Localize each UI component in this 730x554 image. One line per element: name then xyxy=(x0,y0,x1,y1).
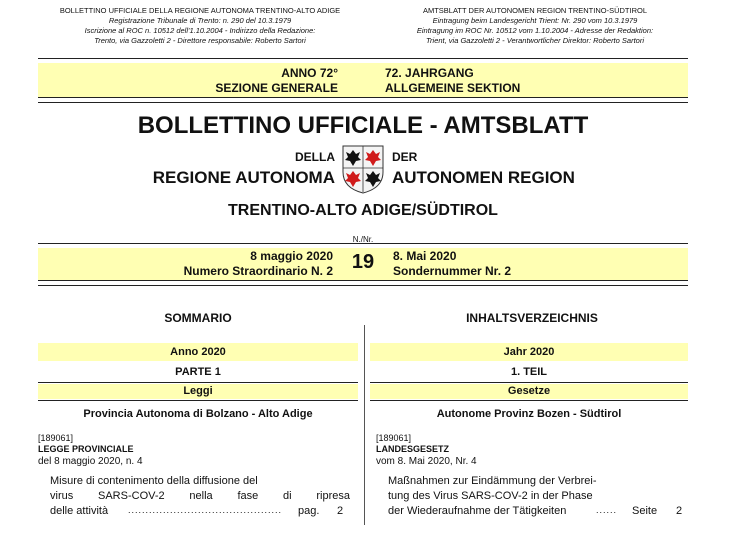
header-de-line2: Eintragung beim Landesgericht Trient: Nr. 290 vom 10.3.1979 xyxy=(432,16,638,25)
left-page-label: pag. xyxy=(298,505,320,517)
left-provincia: Provincia Autonoma di Bolzano - Alto Adige xyxy=(83,408,313,420)
trentino-label: TRENTINO-ALTO ADIGE/SÜDTIROL xyxy=(228,202,498,219)
left-kind: LEGGE PROVINCIALE xyxy=(38,444,134,454)
sommario-heading: SOMMARIO xyxy=(164,311,232,325)
left-desc-line1: Misure di contenimento della diffusione del xyxy=(50,475,258,487)
rule-issue-bottom xyxy=(38,280,688,286)
header-it-line2: Registrazione Tribunale di Trento: n. 290 del 10.3.1979 xyxy=(108,16,292,25)
header-it-line3: Iscrizione al ROC n. 10512 dell'1.10.2004 - Indirizzo della Redazione: xyxy=(84,26,316,35)
left-page-number: 2 xyxy=(337,505,344,517)
right-year-band: Jahr 2020 xyxy=(370,343,688,361)
inhaltsverzeichnis-heading: INHALTSVERZEICHNIS xyxy=(466,311,598,325)
year-band xyxy=(38,63,688,97)
right-provincia: Autonome Provinz Bozen - Südtirol xyxy=(436,408,622,420)
left-desc-line3: delle attività xyxy=(50,505,109,517)
der-label: DER xyxy=(392,150,418,164)
right-rule-1 xyxy=(370,382,688,383)
header-de-line3: Eintragung im ROC Nr. 10512 vom 1.10.2004 - Adresse der Redaktion: xyxy=(416,26,654,35)
left-dots: ............................................ xyxy=(128,505,283,515)
header-german xyxy=(375,6,695,46)
right-dots: ...... xyxy=(596,505,618,515)
header-it-line1: BOLLETTINO UFFICIALE DELLA REGIONE AUTONOMA TRENTINO-ALTO ADIGE xyxy=(59,6,341,15)
issue-numero-de: Sondernummer Nr. 2 xyxy=(393,264,512,278)
rule-bottom-band xyxy=(38,97,688,103)
issue-date-it: 8 maggio 2020 xyxy=(250,249,333,263)
header-de-line4: Trient, via Gazzoletti 2 - Verantwortlicher Direktor: Roberto Sartori xyxy=(426,36,644,45)
left-desc-line2: virus SARS-COV-2 nella fase di ripresa xyxy=(50,490,350,502)
right-kind: LANDESGESETZ xyxy=(376,444,450,454)
della-label: DELLA xyxy=(295,150,335,164)
issue-number: 19 xyxy=(351,251,375,273)
right-desc-line2: tung des Virus SARS-COV-2 in der Phase xyxy=(388,490,593,502)
left-rule-1 xyxy=(38,382,358,383)
left-year-band: Anno 2020 xyxy=(38,343,358,361)
issue-band xyxy=(38,248,688,280)
nnr-label: N./Nr. xyxy=(352,235,374,244)
header-de-line1: AMTSBLATT DER AUTONOMEN REGION TRENTINO-SÜDTIROL xyxy=(422,6,648,15)
coat-of-arms-emblem xyxy=(340,144,386,194)
issue-numero-it: Numero Straordinario N. 2 xyxy=(183,264,333,278)
right-parte: 1. TEIL xyxy=(510,366,548,378)
left-code: [189061] xyxy=(38,433,74,443)
anno-label: ANNO 72° xyxy=(281,66,338,80)
sezione-label: SEZIONE GENERALE xyxy=(215,81,338,95)
region-de-label: AUTONOMEN REGION xyxy=(392,168,575,187)
right-desc-line1: Maßnahmen zur Eindämmung der Verbrei- xyxy=(388,475,597,487)
right-desc-line3: der Wiederaufnahme der Tätigkeiten xyxy=(388,505,567,517)
header-italian xyxy=(40,6,360,46)
regione-label: REGIONE AUTONOMA xyxy=(152,168,335,187)
masthead-title: BOLLETTINO UFFICIALE - AMTSBLATT xyxy=(137,112,589,139)
left-parte: PARTE 1 xyxy=(175,366,221,378)
header-it-line4: Trento, via Gazzoletti 2 - Direttore responsabile: Roberto Sartori xyxy=(94,36,306,45)
left-date: del 8 maggio 2020, n. 4 xyxy=(38,456,143,467)
column-divider xyxy=(364,325,365,525)
left-rule-2 xyxy=(38,400,358,401)
right-gesetze-band: Gesetze xyxy=(370,384,688,399)
sektion-label: ALLGEMEINE SEKTION xyxy=(385,81,521,95)
right-code: [189061] xyxy=(376,433,412,443)
right-page-number: 2 xyxy=(676,505,683,517)
issue-date-de: 8. Mai 2020 xyxy=(393,249,457,263)
right-date: vom 8. Mai 2020, Nr. 4 xyxy=(376,456,477,467)
left-leggi-band: Leggi xyxy=(38,384,358,399)
right-rule-2 xyxy=(370,400,688,401)
right-page-label: Seite xyxy=(632,505,658,517)
jahrgang-label: 72. JAHRGANG xyxy=(385,66,474,80)
